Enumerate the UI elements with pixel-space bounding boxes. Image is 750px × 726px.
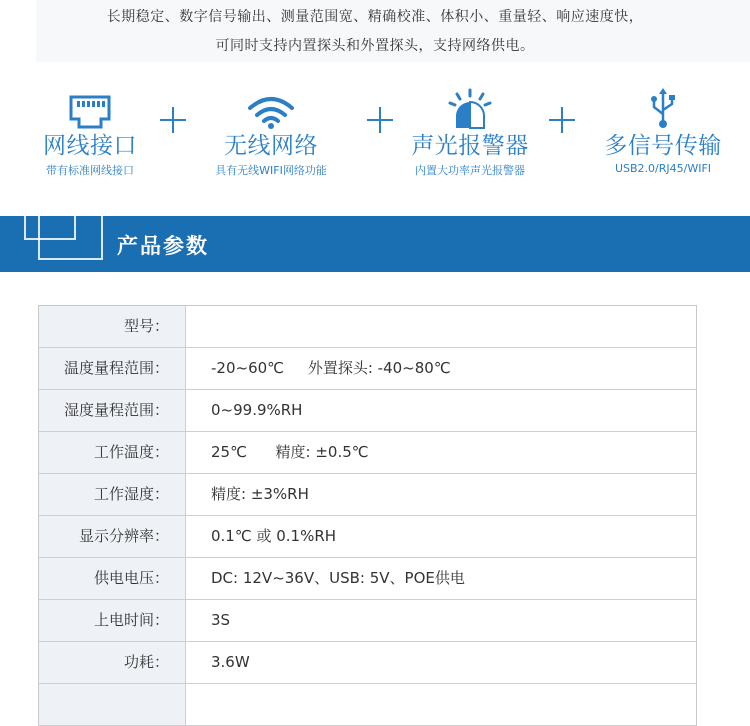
feature-title: 多信号传输 — [604, 133, 722, 159]
plus-icon — [160, 107, 186, 133]
param-value: 3S — [211, 611, 231, 629]
param-label: 供电电压： — [39, 558, 186, 599]
table-row — [39, 432, 696, 474]
param-value: DC: 12V~36V、USB: 5V、POE供电 — [211, 569, 465, 587]
feature-wifi — [186, 80, 356, 178]
table-row — [39, 600, 696, 642]
feature-title: 声光报警器 — [411, 133, 529, 159]
table-row — [39, 558, 696, 600]
param-label: 显示分辨率： — [39, 516, 186, 557]
feature-subtitle: 内置大功率声光报警器 — [415, 164, 525, 177]
section-title: 产品参数 — [117, 234, 209, 258]
param-label: 工作湿度： — [39, 474, 186, 515]
param-label: 温度量程范围： — [39, 348, 186, 389]
intro-line-1: 长期稳定、数字信号输出、测量范围宽、精确校准、体积小、重量轻、响应速度快， — [106, 9, 644, 25]
section-banner — [0, 216, 750, 272]
table-row — [39, 474, 696, 516]
table-row — [39, 306, 696, 348]
feature-subtitle: USB2.0/RJ45/WIFI — [614, 162, 712, 175]
param-label: 型号： — [39, 306, 186, 347]
param-value: 25℃ 精度: ±0.5℃ — [211, 443, 369, 461]
intro-line-2: 可同时支持内置探头和外置探头，支持网络供电。 — [215, 38, 535, 54]
table-row — [39, 642, 696, 684]
banner-decoration — [38, 216, 103, 260]
table-row — [39, 684, 696, 726]
alarm-light-icon — [385, 80, 555, 130]
param-label: 工作温度： — [39, 432, 186, 473]
feature-alarm — [385, 80, 555, 178]
param-value — [186, 306, 696, 347]
feature-title: 网线接口 — [43, 133, 137, 159]
param-value: 0.1℃ 或 0.1%RH — [211, 527, 337, 545]
ethernet-port-icon — [5, 80, 175, 130]
param-value: -20~60℃ 外置探头: -40~80℃ — [211, 359, 451, 377]
feature-subtitle: 带有标准网线接口 — [46, 164, 134, 177]
param-value: 0~99.9%RH — [211, 401, 303, 419]
usb-icon — [578, 80, 748, 130]
param-label — [39, 684, 186, 725]
table-row — [39, 348, 696, 390]
params-table — [38, 305, 697, 726]
param-label: 功耗： — [39, 642, 186, 683]
plus-icon — [549, 107, 575, 133]
param-label: 湿度量程范围： — [39, 390, 186, 431]
feature-usb — [578, 80, 748, 175]
param-label: 上电时间： — [39, 600, 186, 641]
table-row — [39, 516, 696, 558]
wifi-icon — [186, 80, 356, 130]
feature-ethernet — [5, 80, 175, 178]
param-value: 精度: ±3%RH — [211, 485, 309, 503]
feature-subtitle: 具有无线WIFI网络功能 — [215, 164, 327, 177]
param-value: 3.6W — [211, 653, 250, 671]
feature-title: 无线网络 — [224, 133, 318, 159]
param-value — [186, 684, 696, 725]
table-row — [39, 390, 696, 432]
